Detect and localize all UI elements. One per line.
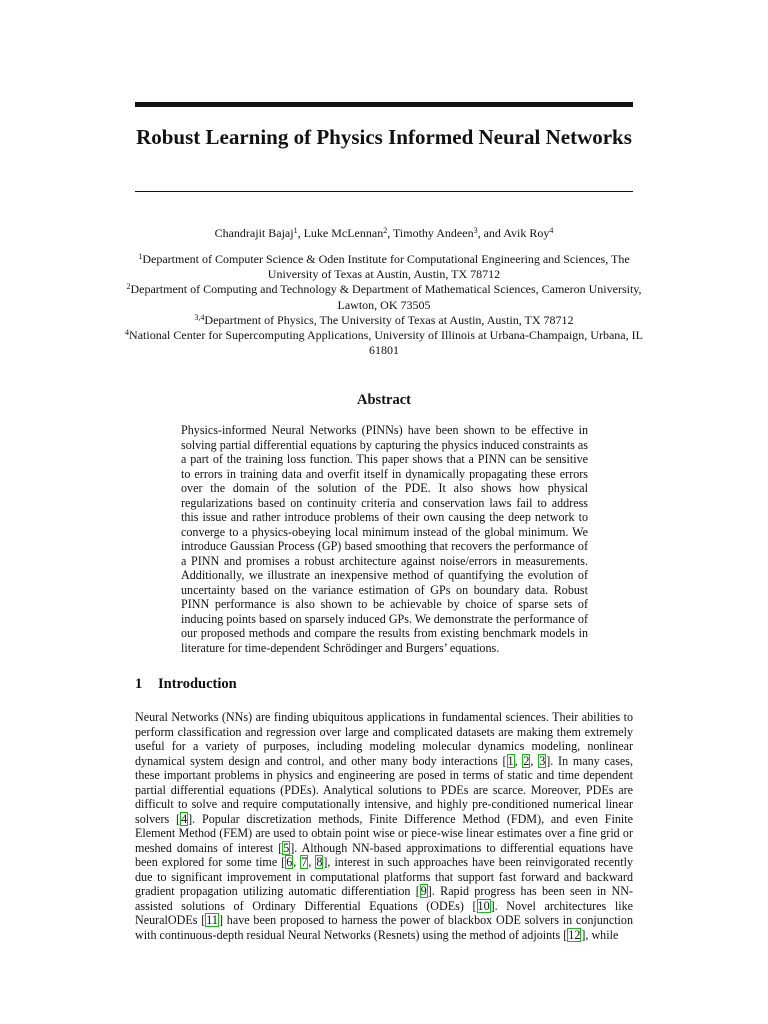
affiliation-mark: 4	[125, 328, 130, 338]
citation-link[interactable]: 5	[283, 840, 290, 855]
citation-link[interactable]: 10	[477, 898, 490, 913]
author-affil-mark: 3	[473, 226, 478, 235]
author: Chandrajit Bajaj	[214, 226, 294, 240]
author-list	[135, 226, 633, 241]
affiliation-list	[120, 252, 648, 358]
body-text: ]. Although NN-based approximations to differential equations have been explored for some time [	[135, 840, 634, 869]
citation-link[interactable]: 12	[568, 927, 581, 942]
body-text: ]. Popular discretization methods, Finite Difference Method (FDM), and even Finite Element Method (FEM) are used to obtain point wise or piece-wise linear estimates over a fine grid or meshed domains of interest [	[135, 811, 634, 855]
abstract-heading: Abstract	[357, 392, 411, 408]
title-top-rule	[135, 102, 633, 107]
body-text: ]. Novel architectures like NeuralODEs [	[135, 898, 633, 927]
affiliation	[120, 328, 648, 358]
section-heading	[135, 676, 237, 693]
affiliation-mark: 1	[138, 252, 143, 261]
section-title: Introduction	[158, 676, 237, 692]
citation-link[interactable]: 7	[301, 855, 308, 869]
affiliation-mark: 2	[126, 282, 131, 292]
author-affil-mark: 1	[293, 226, 298, 235]
citation-link[interactable]: 4	[181, 811, 188, 826]
citation-link[interactable]: 1	[507, 753, 514, 768]
citation-link[interactable]: 11	[206, 913, 218, 927]
body-text: ], while	[581, 927, 619, 942]
affiliation	[120, 252, 648, 282]
affiliation-text: National Center for Supercomputing Applications, University of Illinois at Urbana-Champaign, Urbana, IL 61801	[129, 328, 643, 358]
author-separator: ,	[387, 226, 394, 240]
author: Timothy Andeen	[393, 226, 474, 240]
affiliation-mark: 3,4	[194, 312, 205, 322]
citation-link[interactable]: 6	[286, 855, 293, 869]
author-affil-mark: 2	[383, 226, 388, 235]
citation-link[interactable]: 2	[523, 753, 530, 768]
affiliation	[120, 313, 648, 328]
citation-link[interactable]: 3	[539, 753, 546, 768]
body-text: ]. In many cases, these important problems in physics and engineering are posed in terms of static and time dependent partial differential equations (PDEs). Analytical solutions to PDEs are scarce. Moreover, PDEs are difficult to solve and require computationally intensive, and highly pre-conditioned numerical linear solvers [	[135, 753, 634, 826]
author-affil-mark: 4	[549, 226, 554, 235]
paper-title: Robust Learning of Physics Informed Neural Networks	[136, 125, 632, 149]
introduction-text	[135, 710, 633, 942]
author-separator: ,	[297, 226, 304, 240]
abstract-text: Physics-informed Neural Networks (PINNs) have been shown to be effective in solving partial differential equations by capturing the physics induced constraints as a part of the training loss function. This paper shows that a PINN can be sensitive to errors in training data and overfit itself in dynamically propagating these errors over the domain of the solution of the PDE. It also shows how physical regularizations based on continuity criteria and conservation laws fail to address this issue and rather introduce problems of their own causing the deep network to converge to a physics-obeying local minimum instead of the global minimum. We introduce Gaussian Process (GP) based smoothing that recovers the performance of a PINN and promises a robust architecture against noise/errors in measurements. Additionally, we illustrate an inexpensive method of quantifying the evolution of uncertainty based on the variance estimation of GPs on boundary data. Robust PINN performance is also shown to be achievable by choice of sparse sets of inducing points based on sparsely induced GPs. We demonstrate the performance of our proposed methods and compare the results from existing benchmark models in literature for time-dependent Schrödinger and Burgers’ equations.	[181, 423, 588, 655]
citation-link[interactable]: 8	[316, 855, 323, 869]
body-text: Neural Networks (NNs) are finding ubiquitous applications in fundamental sciences. Their abilities to perform classification and regression over large and complicated datasets are making them extremely useful for a variety of purposes, including modeling molecular dynamics modeling, nonlinear dynamical system design and control, and other many body interactions [	[135, 710, 633, 768]
body-text: ,	[293, 855, 301, 869]
body-text: ,	[308, 855, 316, 869]
affiliation-text: Department of Physics, The University of Texas at Austin, Austin, TX 78712	[204, 312, 574, 327]
body-text: ] have been proposed to harness the power of blackbox ODE solvers in conjunction with continuous-depth residual Neural Networks (Resnets) using the method of adjoints [	[135, 913, 634, 942]
section-number: 1	[135, 676, 143, 692]
author-separator: , and	[477, 226, 504, 240]
author: Avik Roy	[503, 226, 550, 240]
body-text: ,	[530, 753, 539, 768]
author: Luke McLennan	[303, 226, 384, 240]
affiliation-text: Department of Computer Science & Oden Institute for Computational Engineering and Sciences, The University of Texas at Austin, Austin, TX 78712	[142, 252, 630, 282]
body-text: ]. Rapid progress has been seen in NN-assisted solutions of Ordinary Differential Equations (ODEs) [	[135, 884, 633, 913]
citation-link[interactable]: 9	[420, 884, 427, 898]
title-bottom-rule	[135, 191, 633, 192]
affiliation	[120, 282, 648, 312]
affiliation-text: Department of Computing and Technology & Department of Mathematical Sciences, Cameron University, Lawton, OK 73505	[130, 282, 642, 312]
body-text: ,	[514, 753, 523, 768]
body-text: ], interest in such approaches have been reinvigorated recently due to significant improvement in computational platforms that support fast forward and backward gradient propagation utilizing automatic differentiation [	[135, 855, 633, 898]
